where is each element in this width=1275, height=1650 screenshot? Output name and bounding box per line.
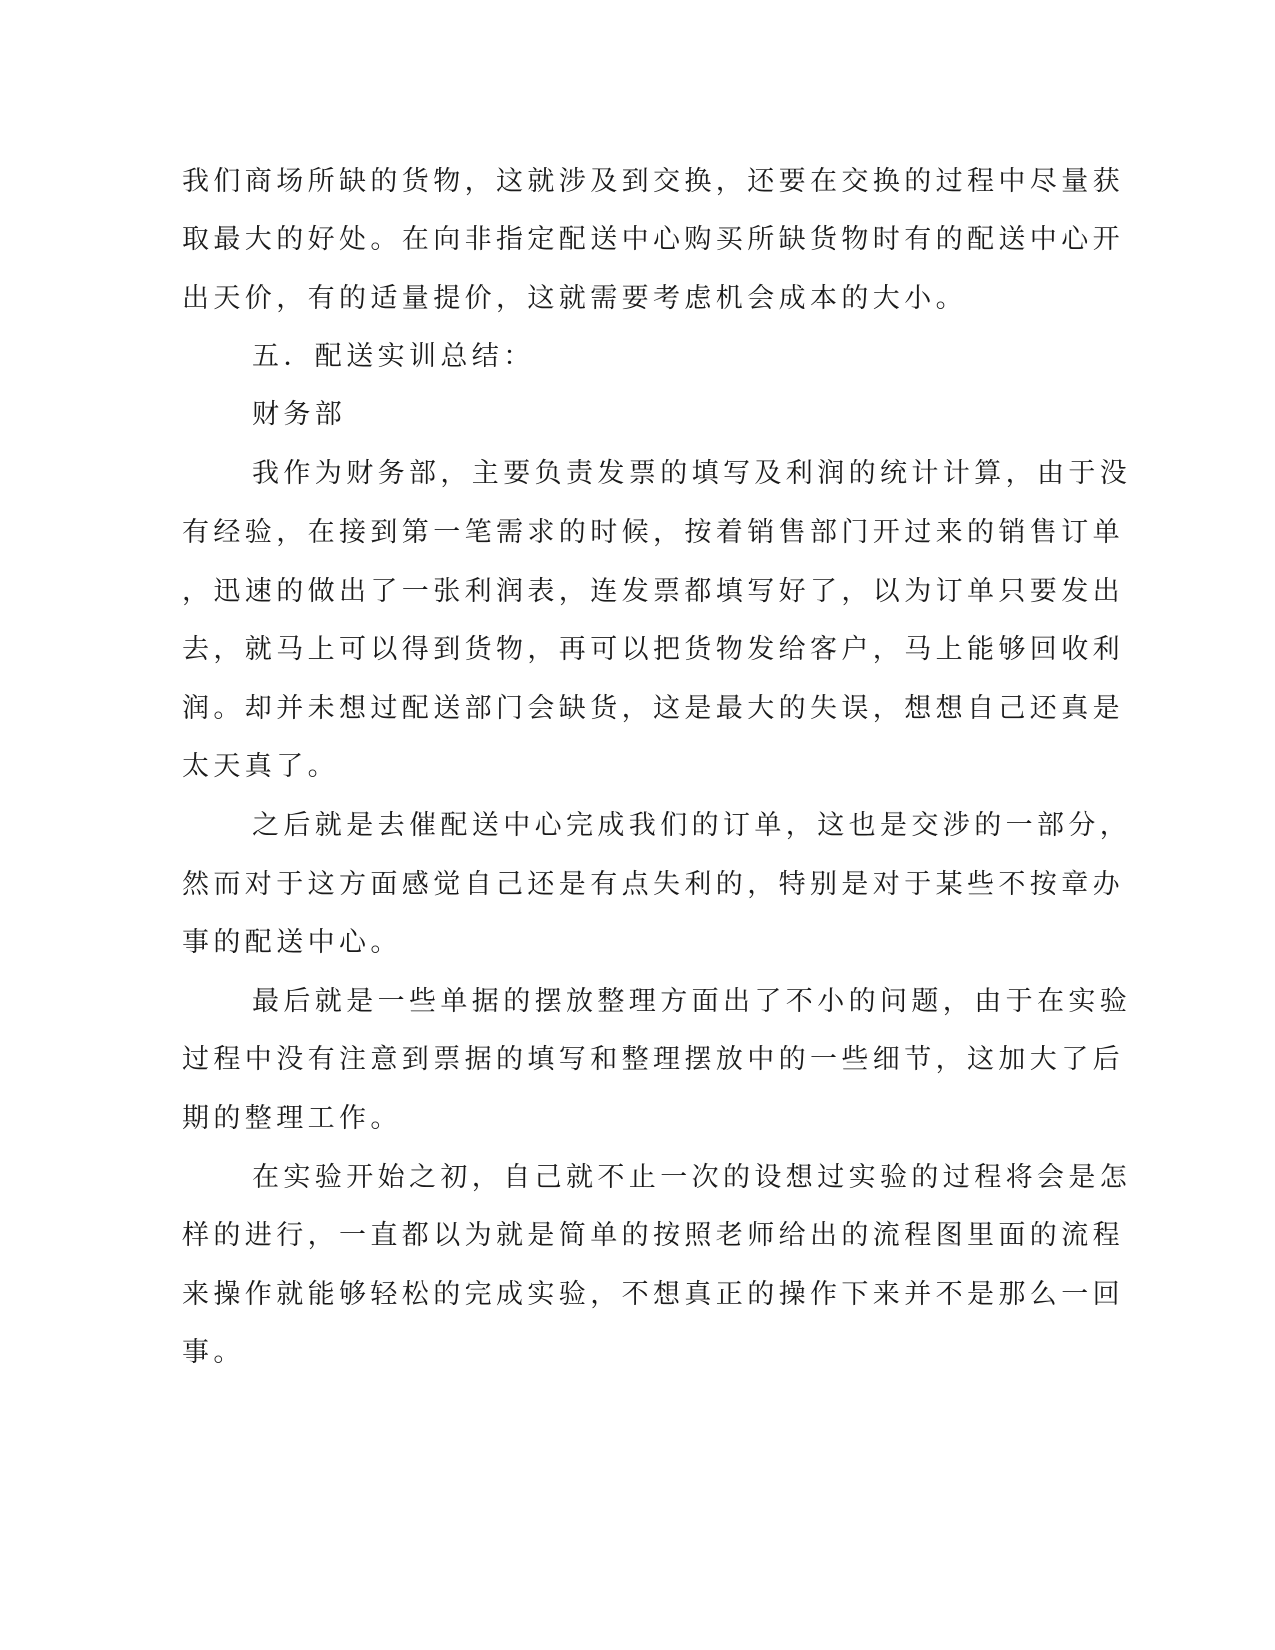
section-heading: 五．配送实训总结： [252, 341, 535, 372]
text-line: 样的进行，一直都以为就是简单的按照老师给出的流程图里面的流程 [182, 1220, 1124, 1251]
text-line: 事。 [182, 1337, 245, 1368]
text-line: 来操作就能够轻松的完成实验，不想真正的操作下来并不是那么一回 [182, 1279, 1124, 1310]
text-line: 期的整理工作。 [182, 1103, 402, 1134]
text-line: 出天价，有的适量提价，这就需要考虑机会成本的大小。 [182, 283, 967, 314]
text-line: 然而对于这方面感觉自己还是有点失利的，特别是对于某些不按章办 [182, 869, 1124, 900]
text-line: 我作为财务部，主要负责发票的填写及利润的统计计算，由于没 [252, 458, 1132, 489]
text-line: 在实验开始之初，自己就不止一次的设想过实验的过程将会是怎 [252, 1162, 1132, 1193]
text-line: 取最大的好处。在向非指定配送中心购买所缺货物时有的配送中心开 [182, 224, 1124, 255]
text-line: 事的配送中心。 [182, 927, 402, 958]
text-line: 最后就是一些单据的摆放整理方面出了不小的问题，由于在实验 [252, 986, 1132, 1017]
subsection-heading: 财务部 [252, 399, 347, 430]
text-line: 润。却并未想过配送部门会缺货，这是最大的失误，想想自己还真是 [182, 693, 1124, 724]
text-line: 之后就是去催配送中心完成我们的订单，这也是交涉的一部分， [252, 810, 1132, 841]
text-line: 过程中没有注意到票据的填写和整理摆放中的一些细节，这加大了后 [182, 1044, 1124, 1075]
text-line: 我们商场所缺的货物，这就涉及到交换，还要在交换的过程中尽量获 [182, 166, 1124, 197]
text-line: 太天真了。 [182, 751, 339, 782]
text-line: 有经验，在接到第一笔需求的时候，按着销售部门开过来的销售订单 [182, 517, 1124, 548]
text-line: ，迅速的做出了一张利润表，连发票都填写好了，以为订单只要发出 [182, 576, 1124, 607]
text-line: 去，就马上可以得到货物，再可以把货物发给客户，马上能够回收利 [182, 634, 1124, 665]
